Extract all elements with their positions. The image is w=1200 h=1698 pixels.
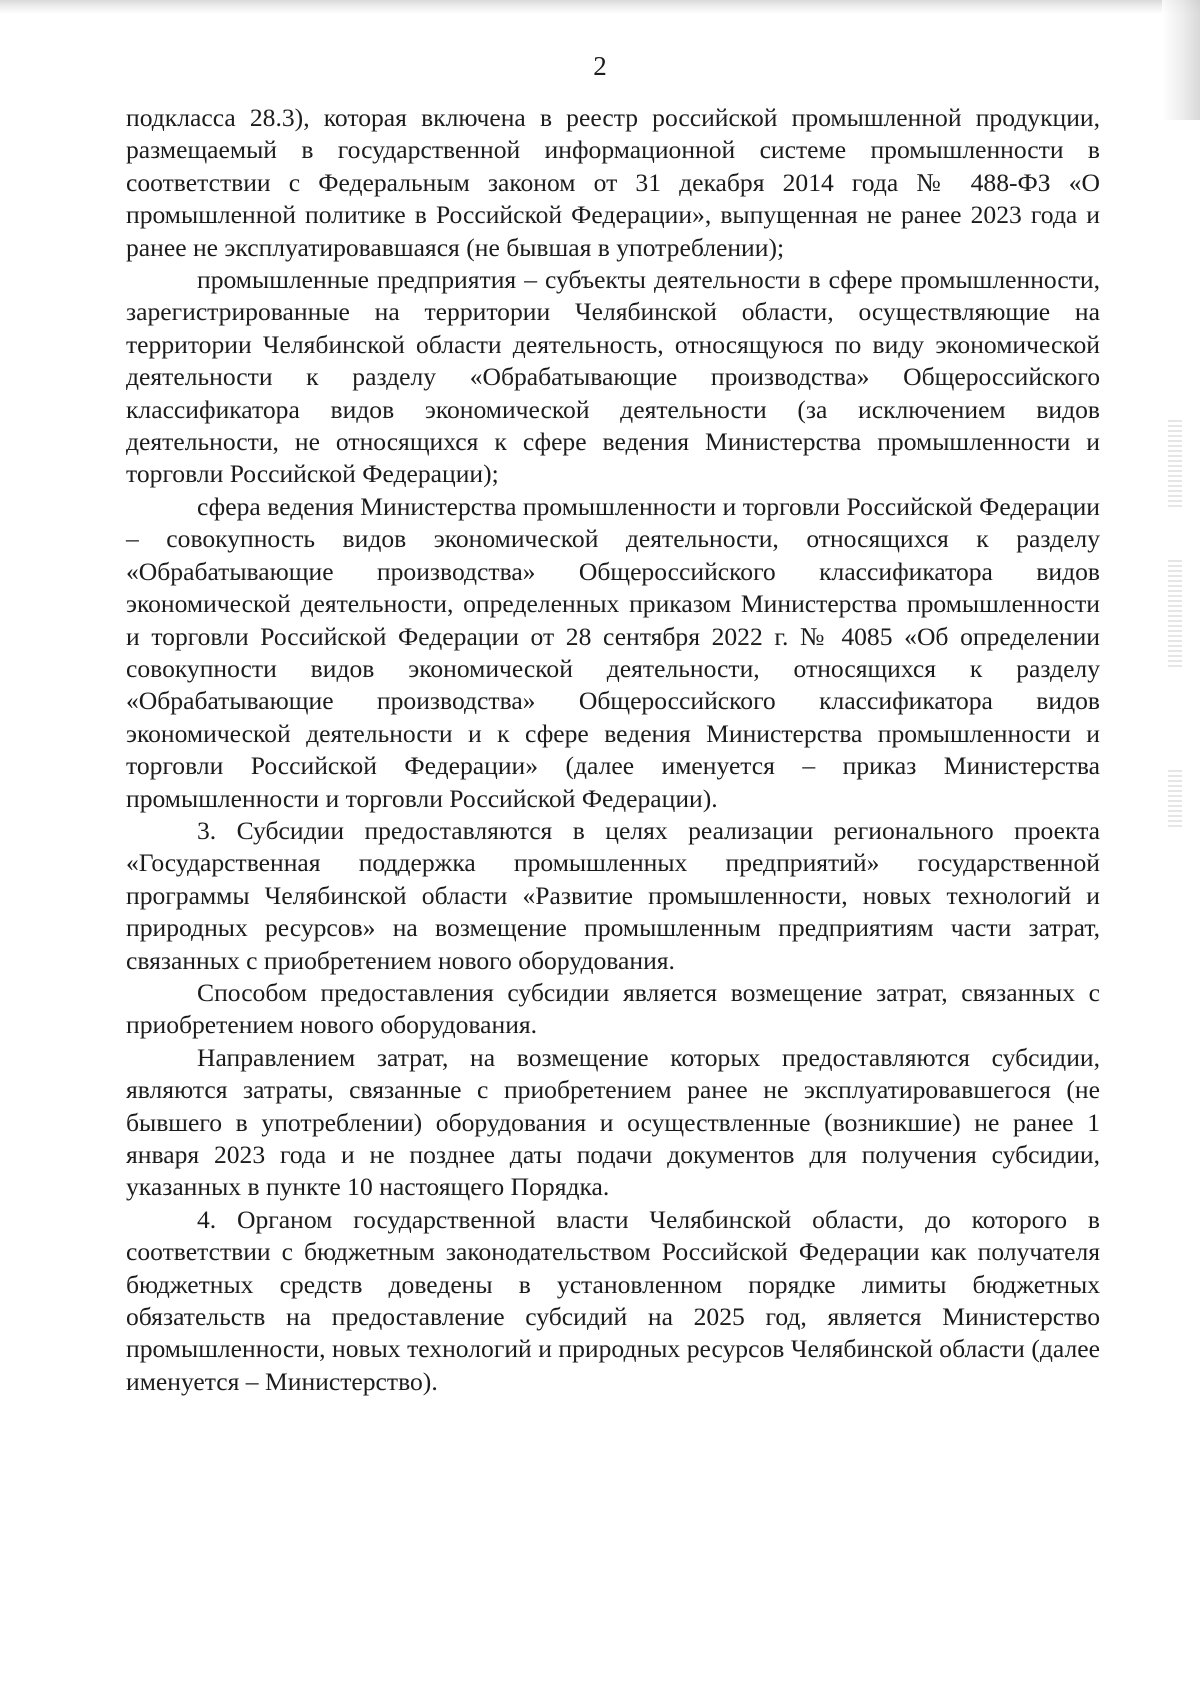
scan-top-edge [0,0,1200,14]
paragraph-definition-product: подкласса 28.3), которая включена в реестр российской промышленной продукции, размещаемый в государственной информационной системе промышленности в соответствии с Федеральным законом от 31 декабря 2014 года № 488-ФЗ «О промышленной политике в Российской Федерации», выпущенная не ранее 2023 года и ранее не эксплуатировавшаяся (не бывшая в употреблении); [126,103,1100,262]
scan-speck [1168,770,1182,830]
paragraph-clause-3-purpose: 3. Субсидии предоставляются в целях реализации регионального проекта «Государственная поддержка промышленных предприятий» государственной программы Челябинской области «Развитие промышленности, новых технологий и природных ресурсов» на возмещение промышленным предприятиям части затрат, связанных с приобретением нового оборудования. [126,815,1100,975]
paragraph-clause-3-cost-direction: Направлением затрат, на возмещение которых предоставляются субсидии, являются затраты, связанные с приобретением ранее не эксплуатировавшегося (не бывшего в употреблении) оборудования и осуществленные (возникшие) не ранее 1 января 2023 года и не позднее даты подачи документов для получения субсидии, указанных в пункте 10 настоящего Порядка. [126,1042,1100,1202]
paragraph-clause-4-authority: 4. Органом государственной власти Челябинской области, до которого в соответствии с бюджетным законодательством Российской Федерации как получателя бюджетных средств доведены в установленном порядке лимиты бюджетных обязательств на предоставление субсидий на 2025 год, является Министерство промышленности, новых технологий и природных ресурсов Челябинской области (далее именуется – Министерство). [126,1204,1100,1396]
paragraph-clause-3-method: Способом предоставления субсидии является возмещение затрат, связанных с приобретением нового оборудования. [126,977,1100,1040]
paragraph-definition-ministry-scope: сфера ведения Министерства промышленности и торговли Российской Федерации – совокупность видов экономической деятельности, относящихся к разделу «Обрабатывающие производства» Общероссийского классификатора видов экономической деятельности, определенных приказом Министерства промышленности и торговли Российской Федерации от 28 сентября 2022 г. № 4085 «Об определении совокупности видов экономической деятельности, относящихся к разделу «Обрабатывающие производства» Общероссийского классификатора видов экономической деятельности и к сфере ведения Министерства промышленности и торговли Российской Федерации» (далее именуется – приказ Министерства промышленности и торговли Российской Федерации). [126,491,1100,813]
paragraph-definition-enterprises: промышленные предприятия – субъекты деятельности в сфере промышленности, зарегистрированные на территории Челябинской области, осуществляющие на территории Челябинской области деятельность, относящуюся по виду экономической деятельности к разделу «Обрабатывающие производства» Общероссийского классификатора видов экономической деятельности (за исключением видов деятельности, не относящихся к сфере ведения Министерства промышленности и торговли Российской Федерации); [126,265,1100,489]
page-number: 2 [593,51,607,81]
scan-speck [1168,420,1182,510]
scan-speck [1168,560,1182,670]
document-body [126,102,1100,1398]
